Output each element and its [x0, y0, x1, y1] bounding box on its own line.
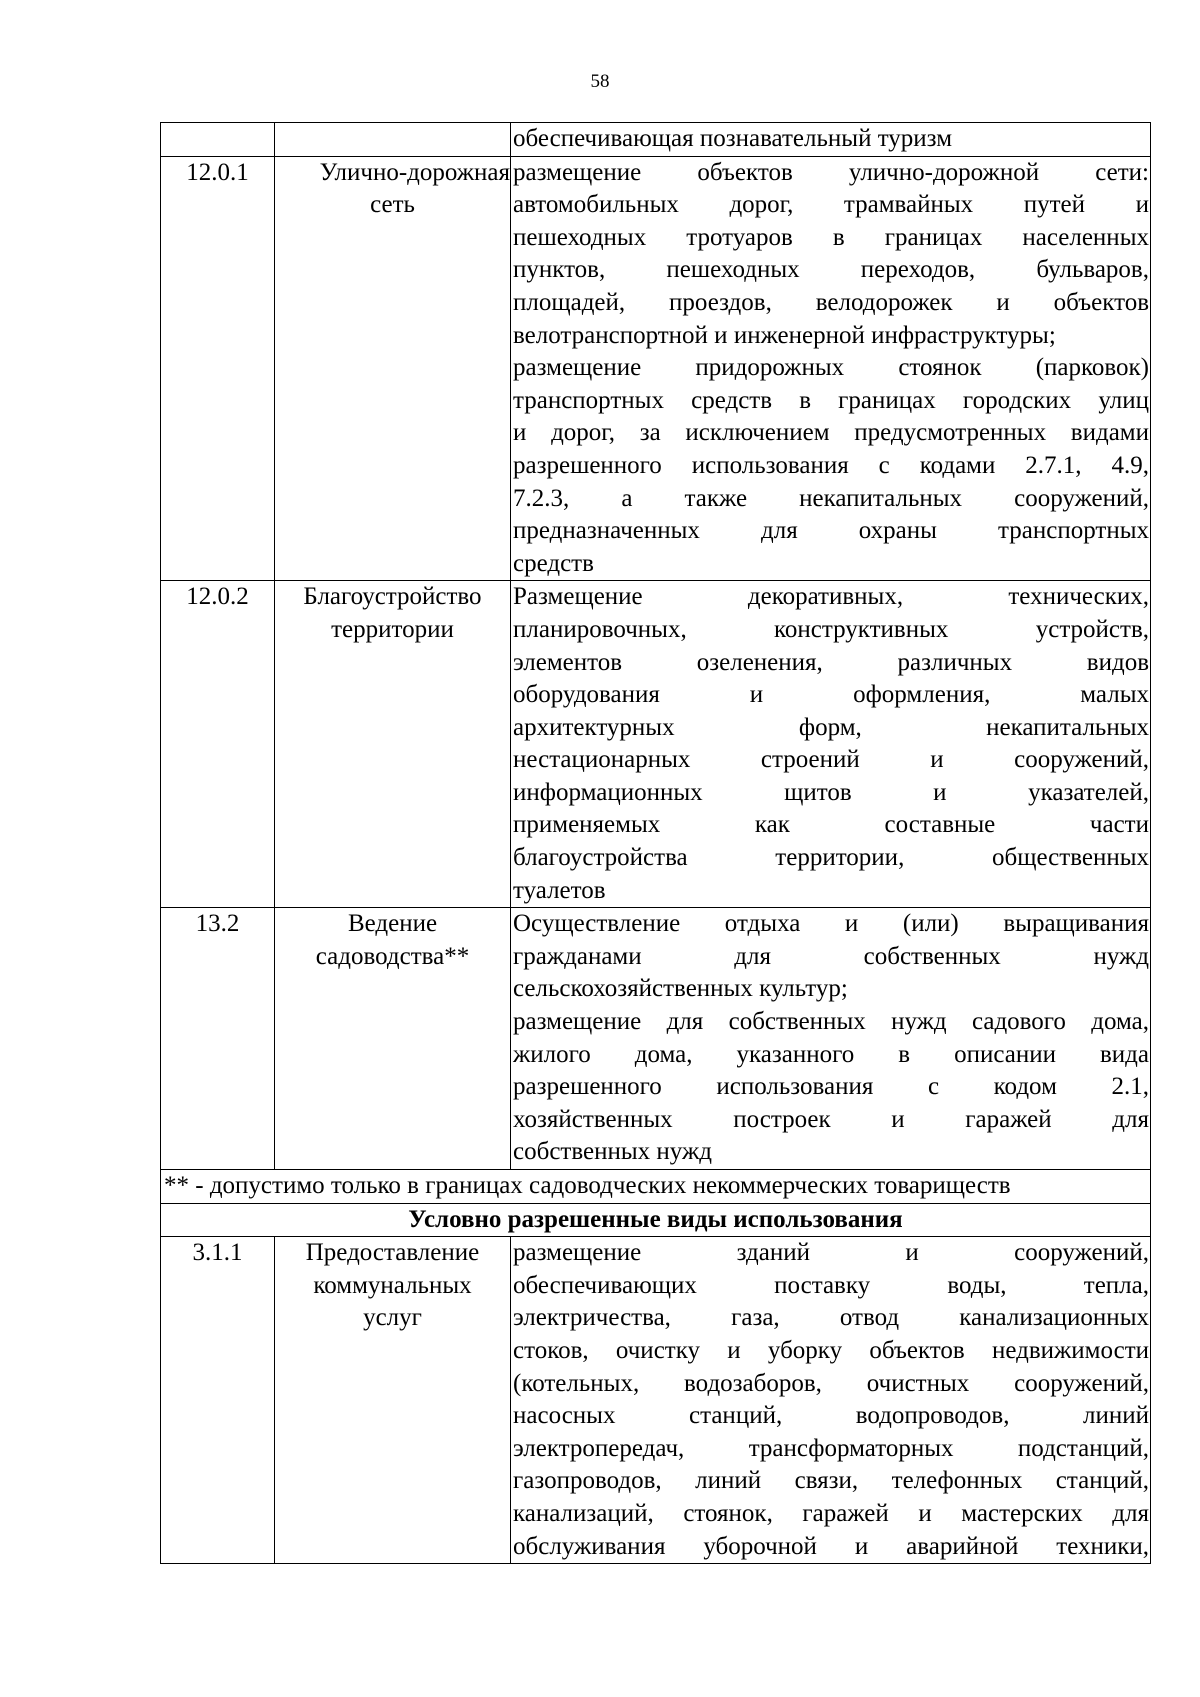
description-line: пунктов, пешеходных переходов, бульваров,: [513, 256, 1149, 284]
description-line: электричества, газа, отвод канализационных: [513, 1304, 1149, 1332]
description-cell: [511, 581, 1151, 908]
name-cell: [275, 581, 511, 908]
description-line: благоустройства территории, общественных: [513, 844, 1149, 872]
footnote: ** - допустимо только в границах садоводческих некоммерческих товариществ: [161, 1170, 1151, 1204]
description-line: разрешенного использования с кодами 2.7.1, 4.9,: [513, 451, 1149, 479]
description-cell: [511, 123, 1151, 157]
description-line: обеспечивающих поставку воды, тепла,: [513, 1271, 1149, 1299]
description-line: насосных станций, водопроводов, линий: [513, 1402, 1149, 1430]
description-line: (котельных, водозаборов, очистных сооружений,: [513, 1369, 1149, 1397]
description-line: разрешенного использования с кодом 2.1,: [513, 1073, 1149, 1101]
description-line: нестационарных строений и сооружений,: [513, 746, 1149, 774]
description-line: применяемых как составные части: [513, 811, 1149, 839]
description-line: туалетов: [513, 876, 606, 904]
code-cell: 13.2: [161, 908, 275, 1170]
table-row: [161, 581, 1151, 908]
name-line: территории: [331, 615, 454, 643]
section-heading: Условно разрешенные виды использования: [161, 1203, 1151, 1237]
name-cell: [275, 908, 511, 1170]
land-use-table: [160, 122, 1151, 1564]
description-line: архитектурных форм, некапитальных: [513, 713, 1149, 741]
description-line: планировочных, конструктивных устройств,: [513, 615, 1149, 643]
description-line: предназначенных для охраны транспортных: [513, 517, 1149, 545]
description-line: автомобильных дорог, трамвайных путей и: [513, 191, 1149, 219]
description-line: и дорог, за исключением предусмотренных видами: [513, 419, 1149, 447]
description-line: Осуществление отдыха и (или) выращивания: [513, 910, 1149, 938]
code-cell: [161, 123, 275, 157]
section-heading-row: [161, 1203, 1151, 1237]
description-line: размещение для собственных нужд садового дома,: [513, 1008, 1149, 1036]
code-cell: 12.0.1: [161, 156, 275, 581]
description-line: жилого дома, указанного в описании вида: [513, 1040, 1149, 1068]
description-line: электропередач, трансформаторных подстанций,: [513, 1434, 1149, 1462]
description-line: собственных нужд: [513, 1138, 712, 1166]
description-line: размещение объектов улично-дорожной сети:: [513, 158, 1149, 186]
description-line: канализаций, стоянок, гаражей и мастерских для: [513, 1499, 1149, 1527]
description-line: информационных щитов и указателей,: [513, 778, 1149, 806]
description-line: хозяйственных построек и гаражей для: [513, 1105, 1149, 1133]
description-line: пешеходных тротуаров в границах населенных: [513, 223, 1149, 251]
description-cell: [511, 156, 1151, 581]
table-row: [161, 156, 1151, 581]
name-line: коммунальных: [313, 1271, 472, 1299]
code-cell: 12.0.2: [161, 581, 275, 908]
description-line: размещение зданий и сооружений,: [513, 1239, 1149, 1267]
name-line: сеть: [370, 191, 415, 219]
description-line: 7.2.3, а также некапитальных сооружений,: [513, 484, 1149, 512]
description-line: элементов озеленения, различных видов: [513, 648, 1149, 676]
name-line: Благоустройство: [303, 583, 482, 611]
description-cell: [511, 908, 1151, 1170]
name-line: садоводства**: [315, 942, 470, 970]
name-line: Улично-дорожная: [319, 158, 510, 186]
description-line: размещение придорожных стоянок (парковок): [513, 354, 1149, 382]
description-line: средств: [513, 549, 594, 577]
page-number: 58: [590, 71, 610, 92]
name-cell: [275, 123, 511, 157]
description-line: транспортных средств в границах городских улиц: [513, 386, 1149, 414]
table-row: [161, 1237, 1151, 1564]
code-cell: 3.1.1: [161, 1237, 275, 1564]
description-line: Размещение декоративных, технических,: [513, 583, 1149, 611]
description-line: обеспечивающая познавательный туризм: [513, 125, 953, 152]
name-line: Ведение: [347, 910, 438, 938]
description-line: велотранспортной и инженерной инфраструктуры;: [513, 321, 1056, 349]
table-row: [161, 123, 1151, 157]
footnote-row: [161, 1170, 1151, 1204]
name-line: услуг: [363, 1304, 422, 1332]
name-cell: [275, 1237, 511, 1564]
description-line: обслуживания уборочной и аварийной техники,: [513, 1532, 1149, 1560]
description-cell: [511, 1237, 1151, 1564]
description-line: оборудования и оформления, малых: [513, 681, 1149, 709]
description-line: сельскохозяйственных культур;: [513, 975, 848, 1003]
description-line: гражданами для собственных нужд: [513, 942, 1149, 970]
description-line: газопроводов, линий связи, телефонных станций,: [513, 1467, 1149, 1495]
table-row: [161, 908, 1151, 1170]
description-line: стоков, очистку и уборку объектов недвижимости: [513, 1336, 1149, 1364]
name-line: Предоставление: [305, 1239, 480, 1267]
name-cell: [275, 156, 511, 581]
description-line: площадей, проездов, велодорожек и объектов: [513, 288, 1149, 316]
